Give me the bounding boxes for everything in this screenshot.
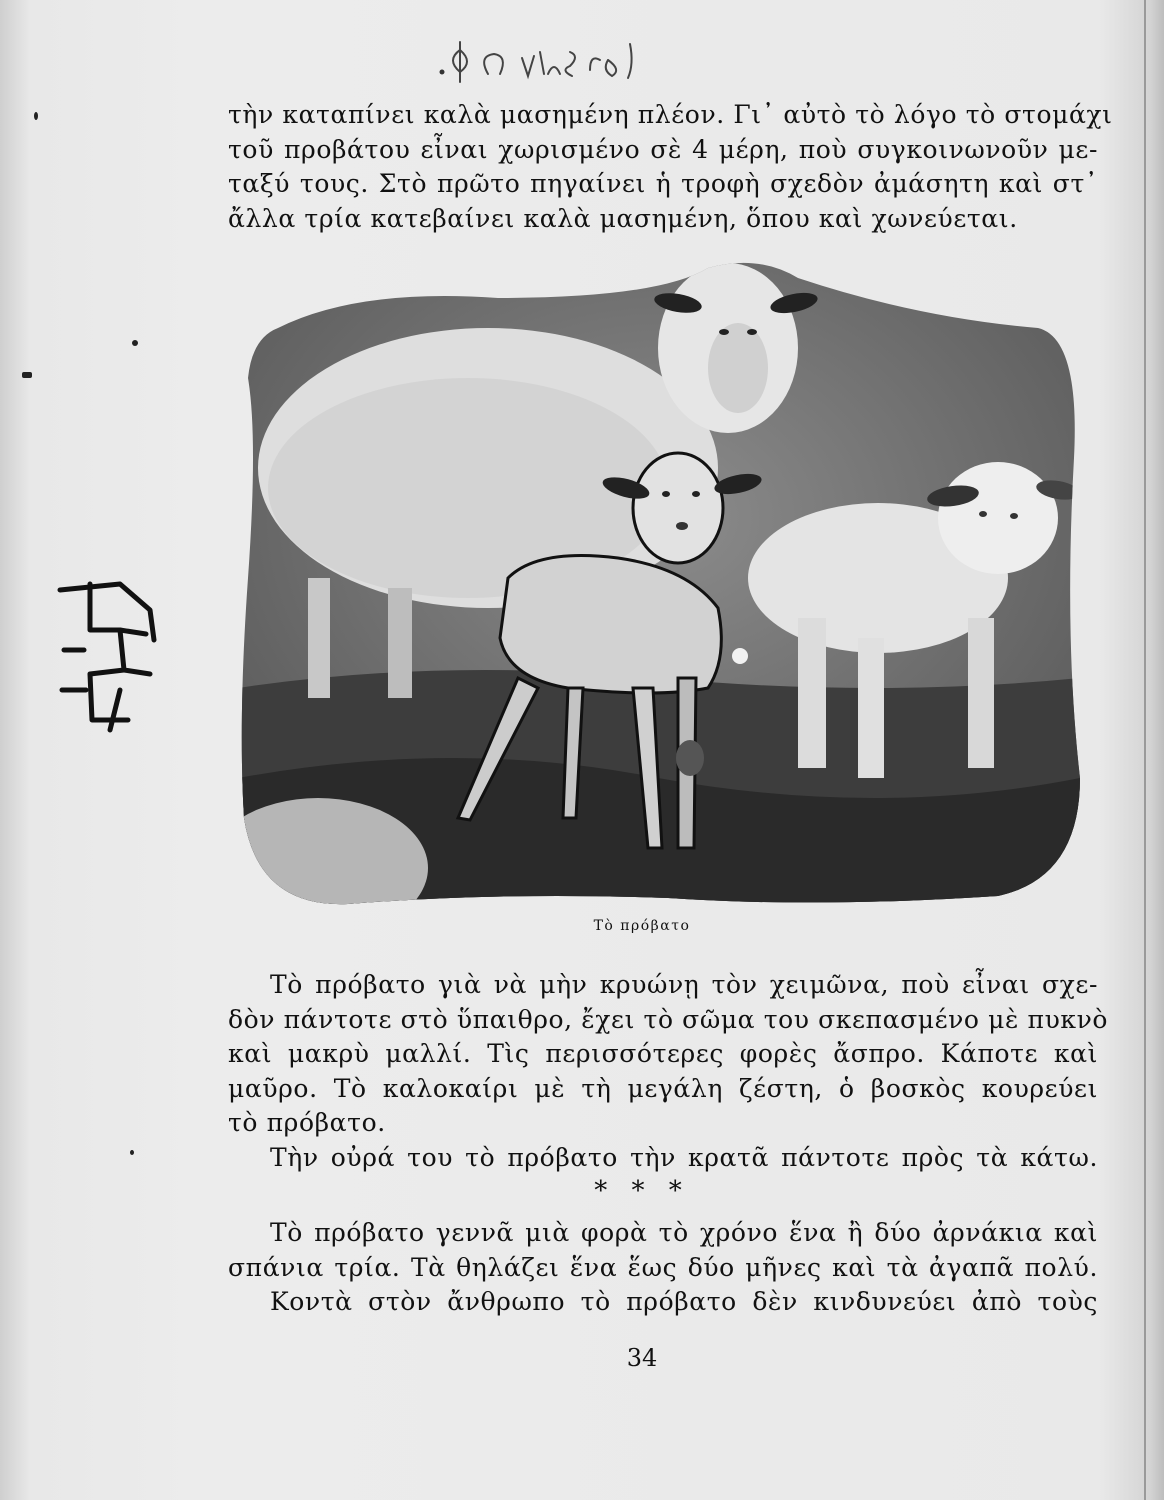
text-line: τὴν καταπίνει καλὰ μασημένη πλέον. Γι᾿ αὐτὸ τὸ λόγο τὸ στομάχι (228, 100, 1113, 129)
text-line: τὸ πρόβατο. (228, 1108, 386, 1137)
paragraph-middle (228, 968, 1109, 1175)
margin-mark (130, 1150, 134, 1155)
text-line: ἄλλα τρία κατεβαίνει καλὰ μασημένη, ὅπου καὶ χωνεύεται. (228, 203, 1018, 233)
margin-mark (132, 340, 138, 346)
text-line: Τὸ πρόβατο γιὰ νὰ μὴν κρυώνῃ τὸν χειμῶνα, ποὺ εἶναι σχε- (270, 970, 1098, 999)
paragraph-top (228, 98, 1113, 236)
handwritten-note (430, 30, 690, 90)
paragraph-bottom (228, 1216, 1098, 1320)
margin-mark (34, 112, 38, 120)
page-edge (1144, 0, 1146, 1500)
text-line: καὶ μακρὺ μαλλί. Τὶς περισσότερες φορὲς ἄσπρο. Κάποτε καὶ (228, 1039, 1098, 1068)
margin-scribble (50, 570, 160, 740)
text-line: δὸν πάντοτε στὸ ὕπαιθρο, ἔχει τὸ σῶμα του σκεπασμένο μὲ πυκνὸ (228, 1004, 1109, 1034)
figure-caption: Τὸ πρόβατο (593, 918, 691, 934)
page-number: 34 (626, 1344, 658, 1372)
text-line: Τὴν οὐρά του τὸ πρόβατο τὴν κρατᾶ πάντοτε πρὸς τὰ κάτω. (270, 1142, 1098, 1172)
text-line: μαῦρο. Τὸ καλοκαίρι μὲ τὴ μεγάλη ζέστη, ὁ βοσκὸς κουρεύει (228, 1073, 1098, 1103)
sheep-photo (238, 258, 1080, 908)
text-line: Κοντὰ στὸν ἄνθρωπο τὸ πρόβατο δὲν κινδυνεύει ἀπὸ τοὺς (270, 1287, 1098, 1316)
text-line: σπάνια τρία. Τὰ θηλάζει ἕνα ἕως δύο μῆνες καὶ τὰ ἀγαπᾶ πολύ. (228, 1252, 1098, 1282)
section-separator: * * * (594, 1176, 690, 1206)
text-line: τοῦ προβάτου εἶναι χωρισμένο σὲ 4 μέρη, ποὺ συγκοινωνοῦν με- (228, 134, 1098, 164)
text-line: Τὸ πρόβατο γεννᾶ μιὰ φορὰ τὸ χρόνο ἕνα ἢ δύο ἀρνάκια καὶ (270, 1218, 1098, 1247)
margin-mark (22, 372, 32, 378)
text-line: ταξύ τους. Στὸ πρῶτο πηγαίνει ἡ τροφὴ σχεδὸν ἀμάσητη καὶ στ᾿ (228, 169, 1098, 198)
